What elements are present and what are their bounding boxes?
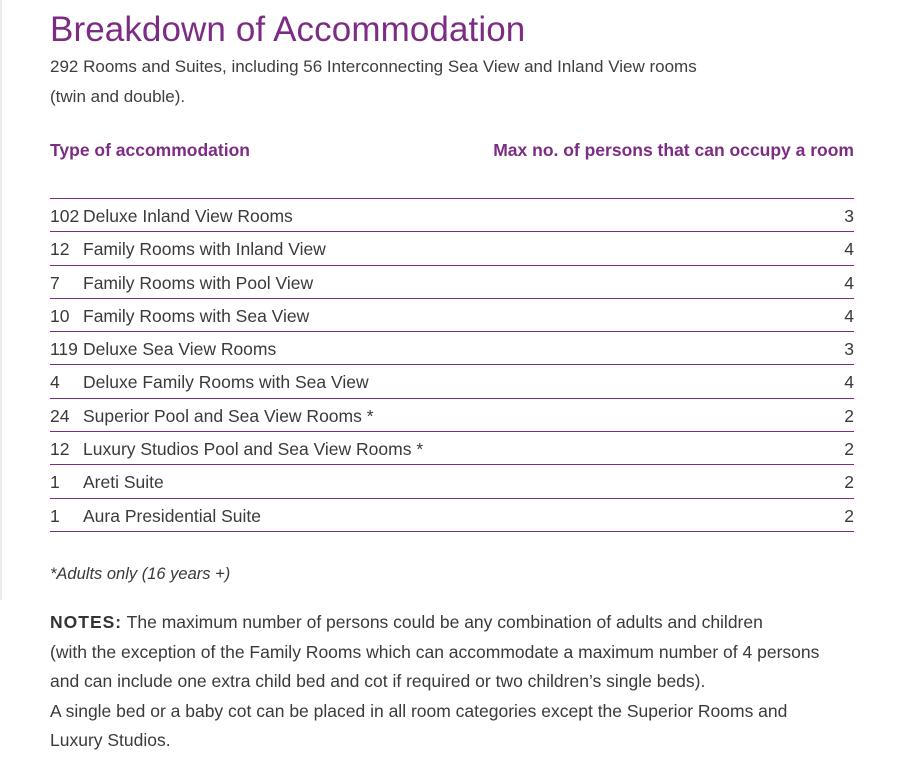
room-count: 12 (50, 439, 70, 460)
max-persons: 2 (844, 505, 854, 526)
table-row (50, 465, 854, 498)
page-title: Breakdown of Accommodation (50, 10, 526, 49)
max-persons: 4 (844, 272, 854, 293)
max-persons: 2 (844, 439, 854, 460)
intro-paragraph (50, 52, 697, 112)
table-row (50, 499, 854, 532)
header-max-persons: Max no. of persons that can occupy a room (493, 140, 854, 160)
table-row (50, 332, 854, 365)
max-persons: 3 (844, 339, 854, 360)
notes-first-line (50, 608, 870, 638)
notes-section (50, 608, 870, 756)
max-persons: 2 (844, 405, 854, 426)
notes-line: Luxury Studios. (50, 730, 171, 750)
room-type-name: Areti Suite (83, 472, 164, 493)
table-header (50, 140, 854, 164)
room-count: 4 (50, 372, 60, 393)
room-type-name: Superior Pool and Sea View Rooms * (83, 405, 374, 426)
room-count: 10 (50, 305, 70, 326)
table-row (50, 365, 854, 398)
table-row (50, 399, 854, 432)
notes-line: A single bed or a baby cot can be placed in all room categories except the Superior Rooms and (50, 700, 788, 721)
room-type-name: Luxury Studios Pool and Sea View Rooms * (83, 439, 424, 460)
table-row (50, 232, 854, 265)
table-row (50, 299, 854, 332)
room-count: 1 (50, 472, 60, 493)
notes-line: and can include one extra child bed and cot if required or two children’s single beds). (50, 671, 706, 691)
max-persons: 4 (844, 239, 854, 260)
adults-only-footnote: *Adults only (16 years +) (50, 565, 231, 583)
room-type-name: Deluxe Family Rooms with Sea View (83, 372, 369, 393)
max-persons: 4 (844, 305, 854, 326)
header-type-of-accommodation: Type of accommodation (50, 140, 250, 160)
room-count: 24 (50, 405, 70, 426)
notes-line: (with the exception of the Family Rooms which can accommodate a maximum number of 4 persons (50, 641, 820, 662)
room-type-name: Deluxe Sea View Rooms (83, 339, 277, 360)
room-count: 119 (50, 339, 78, 360)
accommodation-table (50, 198, 854, 532)
notes-label: NOTES: (50, 612, 123, 632)
table-row (50, 199, 854, 232)
room-count: 102 (50, 206, 80, 226)
intro-line: (twin and double). (50, 87, 186, 106)
notes-first-text: The maximum number of persons could be any combination of adults and children (126, 612, 763, 632)
room-type-name: Aura Presidential Suite (83, 505, 262, 526)
max-persons: 3 (844, 206, 854, 226)
room-count: 7 (50, 272, 60, 293)
room-type-name: Family Rooms with Pool View (83, 272, 314, 293)
page-edge-divider (0, 0, 2, 600)
max-persons: 4 (844, 372, 854, 393)
room-type-name: Family Rooms with Sea View (83, 305, 310, 326)
room-count: 1 (50, 505, 60, 526)
max-persons: 2 (844, 472, 854, 493)
table-row (50, 432, 854, 465)
room-type-name: Deluxe Inland View Rooms (83, 206, 293, 226)
room-count: 12 (50, 239, 70, 260)
room-type-name: Family Rooms with Inland View (83, 239, 326, 260)
table-row (50, 266, 854, 299)
intro-line: 292 Rooms and Suites, including 56 Interconnecting Sea View and Inland View rooms (50, 57, 697, 76)
